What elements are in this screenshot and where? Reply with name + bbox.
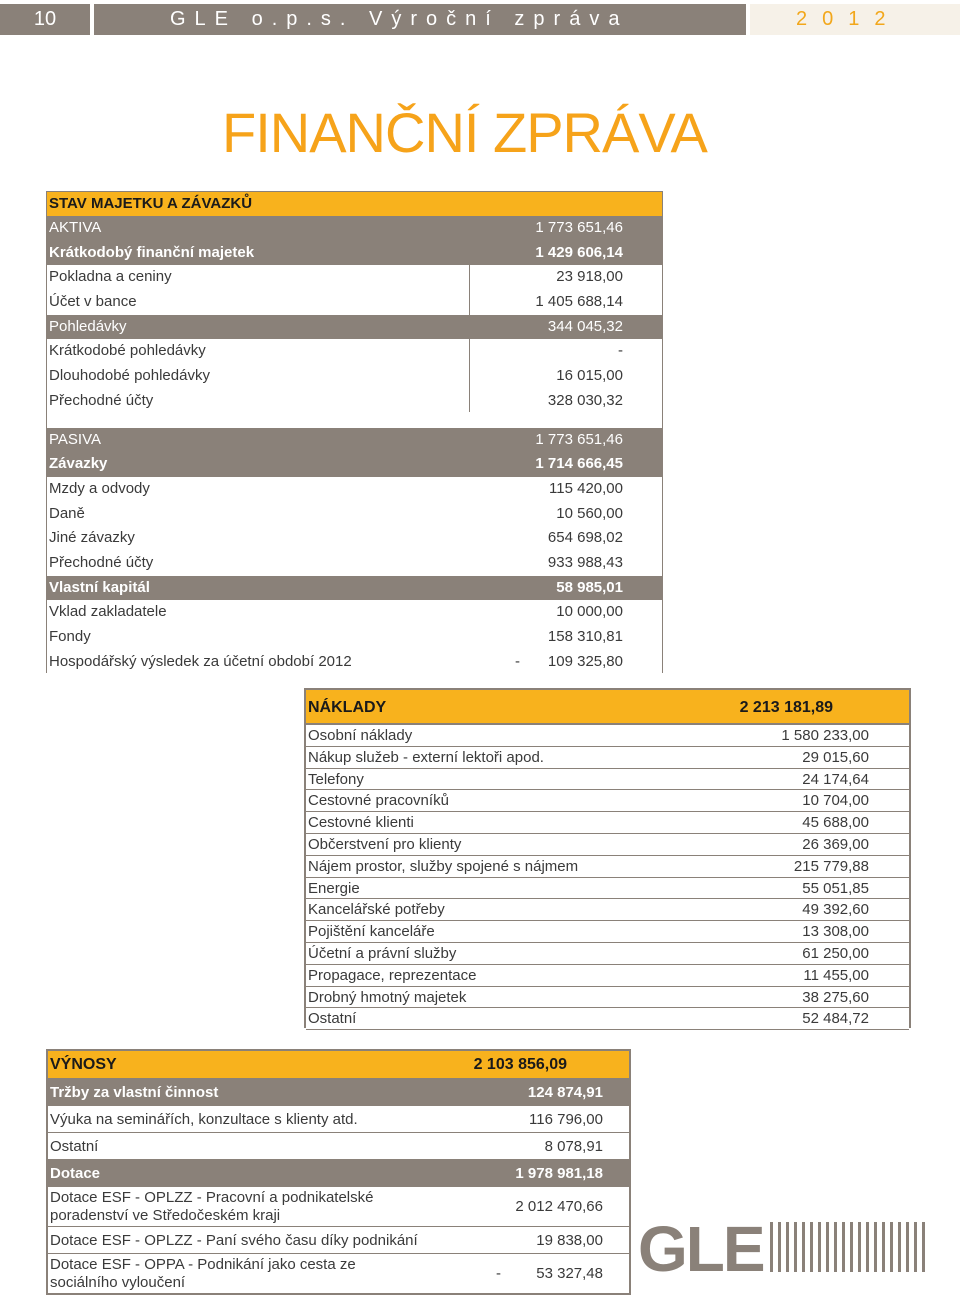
balance-row-value: 1 773 651,46 (535, 430, 623, 448)
balance-row (47, 428, 662, 453)
balance-row (47, 502, 662, 527)
balance-row-value: 328 030,32 (547, 391, 623, 409)
balance-row-label: Přechodné účty (49, 553, 154, 571)
balance-row-label: Účet v bance (49, 293, 137, 311)
cost-row (306, 856, 909, 878)
revenues-heading: VÝNOSY (50, 1056, 117, 1073)
gle-logo (638, 1218, 928, 1276)
balance-row-value: 344 045,32 (547, 317, 623, 335)
revenues-rows (48, 1079, 629, 1294)
revenues-table (46, 1049, 631, 1295)
balance-row-sign: - (515, 652, 520, 670)
balance-row-label: Vklad zakladatele (49, 603, 167, 621)
costs-heading: NÁKLADY (308, 699, 387, 716)
balance-row-label: Fondy (49, 628, 91, 645)
balance-row-label: Krátkodobý finanční majetek (49, 243, 255, 261)
gle-logo-graphic (638, 1218, 928, 1276)
balance-row-label: Závazky (49, 455, 108, 473)
balance-row-value: 16 015,00 (556, 367, 623, 385)
cost-row-label: Kancelářské potřeby (308, 901, 445, 919)
revenue-row (48, 1227, 629, 1254)
revenue-row (48, 1254, 629, 1294)
balance-row (47, 477, 662, 502)
balance-heading: STAV MAJETKU A ZÁVAZKŮ (49, 195, 253, 212)
balance-row-label: AKTIVA (49, 219, 102, 236)
cost-row (306, 1008, 909, 1030)
cost-row-label: Pojištění kanceláře (308, 923, 435, 941)
cost-row-label: Telefony (308, 770, 364, 788)
balance-row (47, 576, 662, 601)
header-year: 2012 (750, 4, 960, 35)
balance-row (47, 452, 662, 477)
revenues-total: 2 103 856,09 (473, 1056, 567, 1073)
cost-row-value: 24 174,64 (802, 770, 869, 788)
balance-row-label: Jiné závazky (49, 529, 135, 547)
balance-row (47, 265, 662, 290)
revenue-row-value: 19 838,00 (536, 1232, 603, 1249)
balance-row-value: 23 918,00 (556, 268, 623, 286)
cost-row (306, 965, 909, 987)
cost-row (306, 812, 909, 834)
revenue-row-sign: - (496, 1265, 501, 1282)
cost-row-value: 49 392,60 (802, 901, 869, 919)
cost-row-label: Energie (308, 879, 360, 897)
cost-row (306, 834, 909, 856)
cost-row-label: Propagace, reprezentace (308, 966, 477, 984)
revenue-row-label: Dotace ESF - OPLZZ - Paní svého času díky podnikání (50, 1232, 418, 1249)
spacer-row (47, 414, 662, 428)
cost-row-label: Nájem prostor, služby spojené s nájmem (308, 857, 579, 875)
balance-row-value: 158 310,81 (547, 628, 623, 645)
cost-row-value: 61 250,00 (802, 944, 869, 962)
revenue-row-label: Dotace ESF - OPLZZ - Pracovní a podnikatelské poradenství ve Středočeském kraji (50, 1188, 374, 1224)
cost-row-value: 10 704,00 (802, 792, 869, 810)
cost-row-label: Drobný hmotný majetek (308, 988, 467, 1006)
cost-row (306, 987, 909, 1009)
cost-row-value: 29 015,60 (802, 748, 869, 766)
header-bar (0, 0, 960, 38)
balance-row (47, 389, 662, 414)
revenue-row-value: 8 078,91 (544, 1138, 603, 1155)
balance-row-label: Krátkodobé pohledávky (49, 342, 206, 360)
cost-row (306, 878, 909, 900)
balance-row-value: 10 000,00 (556, 603, 623, 621)
balance-heading-row (47, 192, 662, 216)
page-title: FINANČNÍ ZPRÁVA (222, 101, 707, 164)
balance-row-value: 933 988,43 (547, 553, 623, 571)
revenue-row-label: Ostatní (50, 1138, 99, 1155)
cost-row-value: 38 275,60 (802, 988, 869, 1006)
revenue-row-label: Dotace (50, 1165, 101, 1182)
balance-row-value: 1 773 651,46 (535, 219, 623, 236)
cost-row-value: 1 580 233,00 (781, 727, 869, 744)
costs-rows (306, 725, 909, 1030)
balance-row-value: - (618, 342, 623, 360)
balance-row-value: 109 325,80 (547, 652, 623, 670)
balance-row-value: 1 405 688,14 (535, 293, 623, 311)
balance-row (47, 339, 662, 364)
revenue-row-label: Tržby za vlastní činnost (50, 1084, 219, 1101)
balance-row-label: Daně (49, 504, 85, 522)
revenue-row-label: Dotace ESF - OPPA - Podnikání jako cesta ze sociálního vyloučení (50, 1255, 356, 1291)
cost-row-label: Ostatní (308, 1010, 357, 1028)
balance-table (46, 191, 663, 673)
cost-row-label: Cestovné klienti (308, 814, 414, 832)
revenues-heading-row (48, 1051, 629, 1079)
revenue-row (48, 1079, 629, 1106)
revenue-row-value: 124 874,91 (527, 1084, 603, 1101)
header-title: GLE o.p.s. Výroční zpráva (94, 4, 746, 35)
revenue-row-value: 1 978 981,18 (515, 1165, 603, 1182)
balance-row (47, 364, 662, 389)
column-divider (469, 218, 470, 412)
cost-row-label: Nákup služeb - externí lektoři apod. (308, 748, 544, 766)
balance-row (47, 551, 662, 576)
balance-row (47, 315, 662, 340)
revenue-row-value: 2 012 470,66 (515, 1198, 603, 1215)
costs-table (304, 688, 911, 1028)
page-number: 10 (0, 4, 90, 35)
cost-row (306, 747, 909, 769)
cost-row (306, 943, 909, 965)
balance-row-label: Dlouhodobé pohledávky (49, 367, 210, 385)
cost-row-label: Cestovné pracovníků (308, 792, 449, 810)
cost-row-value: 52 484,72 (802, 1010, 869, 1028)
balance-row-label: Pokladna a ceniny (49, 268, 172, 286)
cost-row-value: 13 308,00 (802, 923, 869, 941)
balance-rows (47, 216, 662, 674)
balance-row (47, 650, 662, 675)
balance-row-value: 58 985,01 (556, 578, 623, 596)
balance-row-label: Mzdy a odvody (49, 479, 150, 497)
balance-row (47, 600, 662, 625)
balance-row (47, 241, 662, 266)
revenue-row (48, 1187, 629, 1227)
balance-row-label: Hospodářský výsledek za účetní období 2012 (49, 652, 352, 670)
cost-row (306, 725, 909, 747)
svg-text:GLE: GLE (638, 1218, 764, 1276)
revenue-row-value: 53 327,48 (536, 1265, 603, 1282)
balance-row (47, 625, 662, 650)
cost-row-value: 11 455,00 (803, 966, 869, 984)
costs-total: 2 213 181,89 (739, 699, 833, 716)
balance-row-value: 10 560,00 (556, 504, 623, 522)
cost-row (306, 921, 909, 943)
revenue-row-value: 116 796,00 (529, 1111, 603, 1128)
balance-row (47, 216, 662, 241)
balance-row-value: 654 698,02 (547, 529, 623, 547)
costs-heading-row (306, 690, 909, 725)
cost-row-label: Účetní a právní služby (308, 944, 457, 962)
cost-row (306, 769, 909, 791)
balance-row (47, 290, 662, 315)
cost-row-value: 55 051,85 (802, 879, 869, 897)
revenue-row (48, 1106, 629, 1133)
balance-row-label: Vlastní kapitál (49, 578, 150, 596)
balance-row-value: 115 420,00 (549, 479, 623, 497)
cost-row-label: Osobní náklady (308, 727, 413, 744)
revenue-row (48, 1160, 629, 1187)
cost-row-value: 26 369,00 (802, 835, 869, 853)
balance-row-label: Pohledávky (49, 317, 127, 335)
balance-row (47, 526, 662, 551)
balance-row-label: PASIVA (49, 430, 101, 448)
cost-row (306, 899, 909, 921)
balance-row-value: 1 429 606,14 (535, 243, 623, 261)
revenue-row (48, 1133, 629, 1160)
cost-row (306, 790, 909, 812)
balance-row-value: 1 714 666,45 (535, 455, 623, 473)
cost-row-value: 215 779,88 (793, 857, 869, 875)
cost-row-value: 45 688,00 (802, 814, 869, 832)
revenue-row-label: Výuka na seminářích, konzultace s klienty atd. (50, 1111, 358, 1128)
balance-row-label: Přechodné účty (49, 391, 154, 409)
cost-row-label: Občerstvení pro klienty (308, 835, 462, 853)
